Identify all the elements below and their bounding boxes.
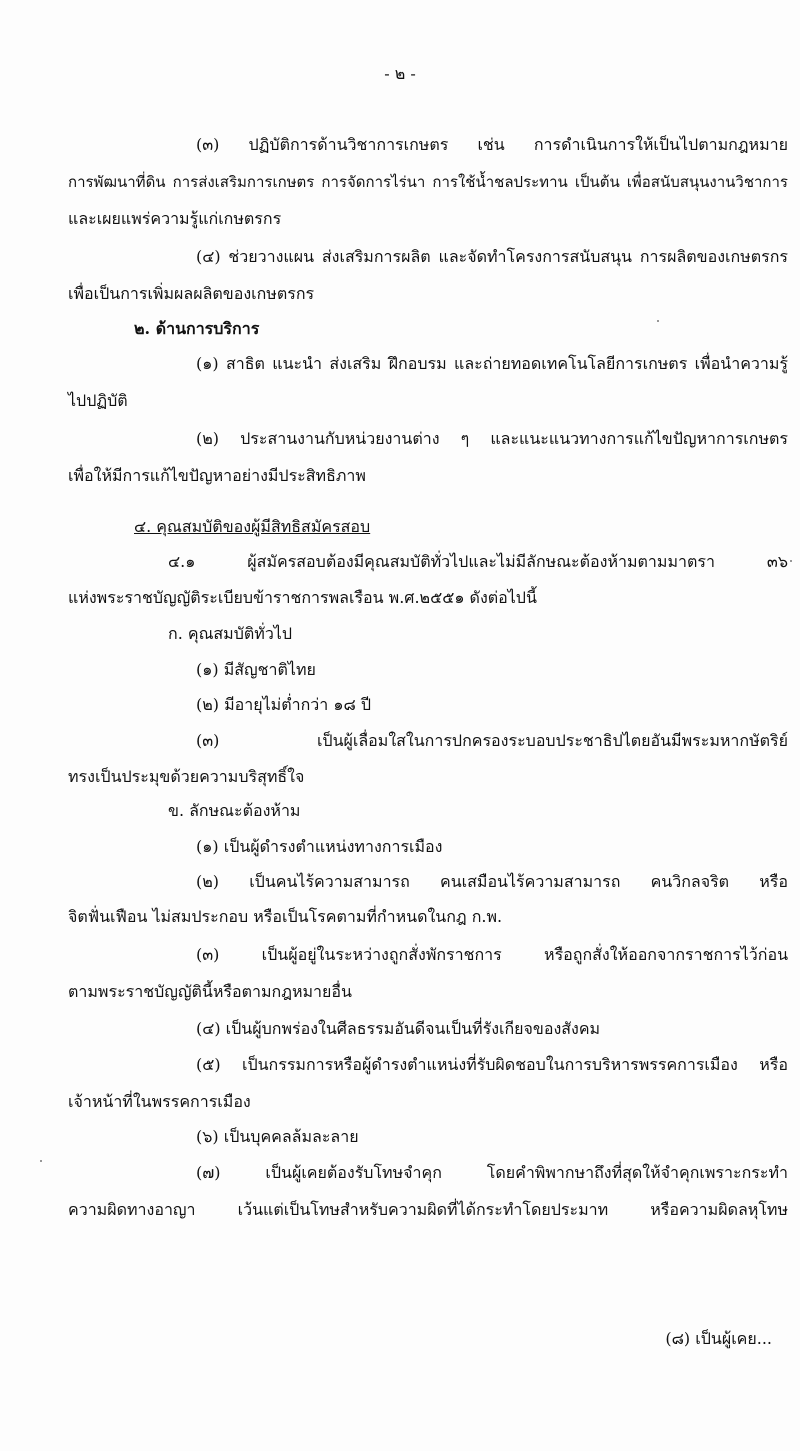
continuation-marker: (๘) เป็นผู้เคย... [665,1329,772,1348]
item-3-line-3: และเผยแพร่ความรู้แก่เกษตรกร [68,209,282,228]
prohibited-item-5-line-2: เจ้าหน้าที่ในพรรคการเมือง [68,1092,251,1111]
prohibited-item-1: (๑) เป็นผู้ดำรงตำแหน่งทางการเมือง [196,837,443,856]
item-4-line-2: เพื่อเป็นการเพิ่มผลผลิตของเกษตรกร [68,284,315,303]
qualifications-heading: ๔. คุณสมบัติของผู้มีสิทธิสมัครสอบ [134,517,371,536]
item-3-line-1: (๓) ปฏิบัติการด้านวิชาการเกษตร เช่น การดำเนินการให้เป็นไปตามกฎหมาย [196,135,788,154]
prohibited-item-6: (๖) เป็นบุคคลล้มละลาย [196,1127,359,1146]
service-item-2-line-2: เพื่อให้มีการแก้ไขปัญหาอย่างมีประสิทธิภาพ [68,466,366,485]
service-item-2-line-1: (๒) ประสานงานกับหน่วยงานต่าง ๆ และแนะแนวทางการแก้ไขปัญหาการเกษตร [196,429,788,448]
prohibited-item-5-line-1: (๕) เป็นกรรมการหรือผู้ดำรงตำแหน่งที่รับผิดชอบในการบริหารพรรคการเมือง หรือ [196,1055,788,1074]
scan-speck [40,1160,42,1162]
general-item-3-line-2: ทรงเป็นประมุขด้วยความบริสุทธิ์ใจ [68,767,305,786]
scan-speck [790,560,792,562]
prohibited-item-7-line-2: ความผิดทางอาญา เว้นแต่เป็นโทษสำหรับความผิดที่ได้กระทำโดยประมาท หรือความผิดลหุโทษ [68,1200,788,1219]
service-heading: ๒. ด้านการบริการ [134,319,260,338]
prohibited-item-2-line-2: จิตฟั่นเฟือน ไม่สมประกอบ หรือเป็นโรคตามที่กำหนดในกฎ ก.พ. [68,907,503,926]
item-3-line-2: การพัฒนาที่ดิน การส่งเสริมการเกษตร การจัดการไร่นา การใช้น้ำชลประทาน เป็นต้น เพื่อสนับสนุนงานวิชาการ [68,173,788,191]
qualification-4-1-line-1: ๔.๑ ผู้สมัครสอบต้องมีคุณสมบัติทั่วไปและไม่มีลักษณะต้องห้ามตามมาตรา ๓๖ [168,552,788,571]
prohibited-item-3-line-1: (๓) เป็นผู้อยู่ในระหว่างถูกสั่งพักราชการ หรือถูกสั่งให้ออกจากราชการไว้ก่อน [196,945,788,964]
prohibited-item-4: (๔) เป็นผู้บกพร่องในศีลธรรมอันดีจนเป็นที่รังเกียจของสังคม [196,1019,601,1038]
prohibited-item-7-line-1: (๗) เป็นผู้เคยต้องรับโทษจำคุก โดยคำพิพากษาถึงที่สุดให้จำคุกเพราะกระทำ [196,1163,788,1182]
general-item-2: (๒) มีอายุไม่ต่ำกว่า ๑๘ ปี [196,695,372,714]
item-4-line-1: (๔) ช่วยวางแผน ส่งเสริมการผลิต และจัดทำโครงการสนับสนุน การผลิตของเกษตรกร [196,247,788,266]
prohibited-item-2-line-1: (๒) เป็นคนไร้ความสามารถ คนเสมือนไร้ความสามารถ คนวิกลจริต หรือ [196,872,788,891]
service-item-1-line-1: (๑) สาธิต แนะนำ ส่งเสริม ฝึกอบรม และถ่ายทอดเทคโนโลยีการเกษตร เพื่อนำความรู้ [196,354,788,373]
scan-speck [657,320,659,322]
general-item-3-line-1: (๓) เป็นผู้เลื่อมใสในการปกครองระบอบประชาธิปไตยอันมีพระมหากษัตริย์ [196,731,788,750]
page-number: - ๒ - [384,64,416,83]
service-item-1-line-2: ไปปฏิบัติ [68,391,128,410]
prohibited-item-3-line-2: ตามพระราชบัญญัตินี้หรือตามกฎหมายอื่น [68,982,352,1001]
prohibited-heading: ข. ลักษณะต้องห้าม [168,801,301,820]
qualification-4-1-line-2: แห่งพระราชบัญญัติระเบียบข้าราชการพลเรือน พ.ศ.๒๕๕๑ ดังต่อไปนี้ [68,588,537,607]
general-item-1: (๑) มีสัญชาติไทย [196,660,316,679]
general-qualifications-heading: ก. คุณสมบัติทั่วไป [168,624,292,643]
